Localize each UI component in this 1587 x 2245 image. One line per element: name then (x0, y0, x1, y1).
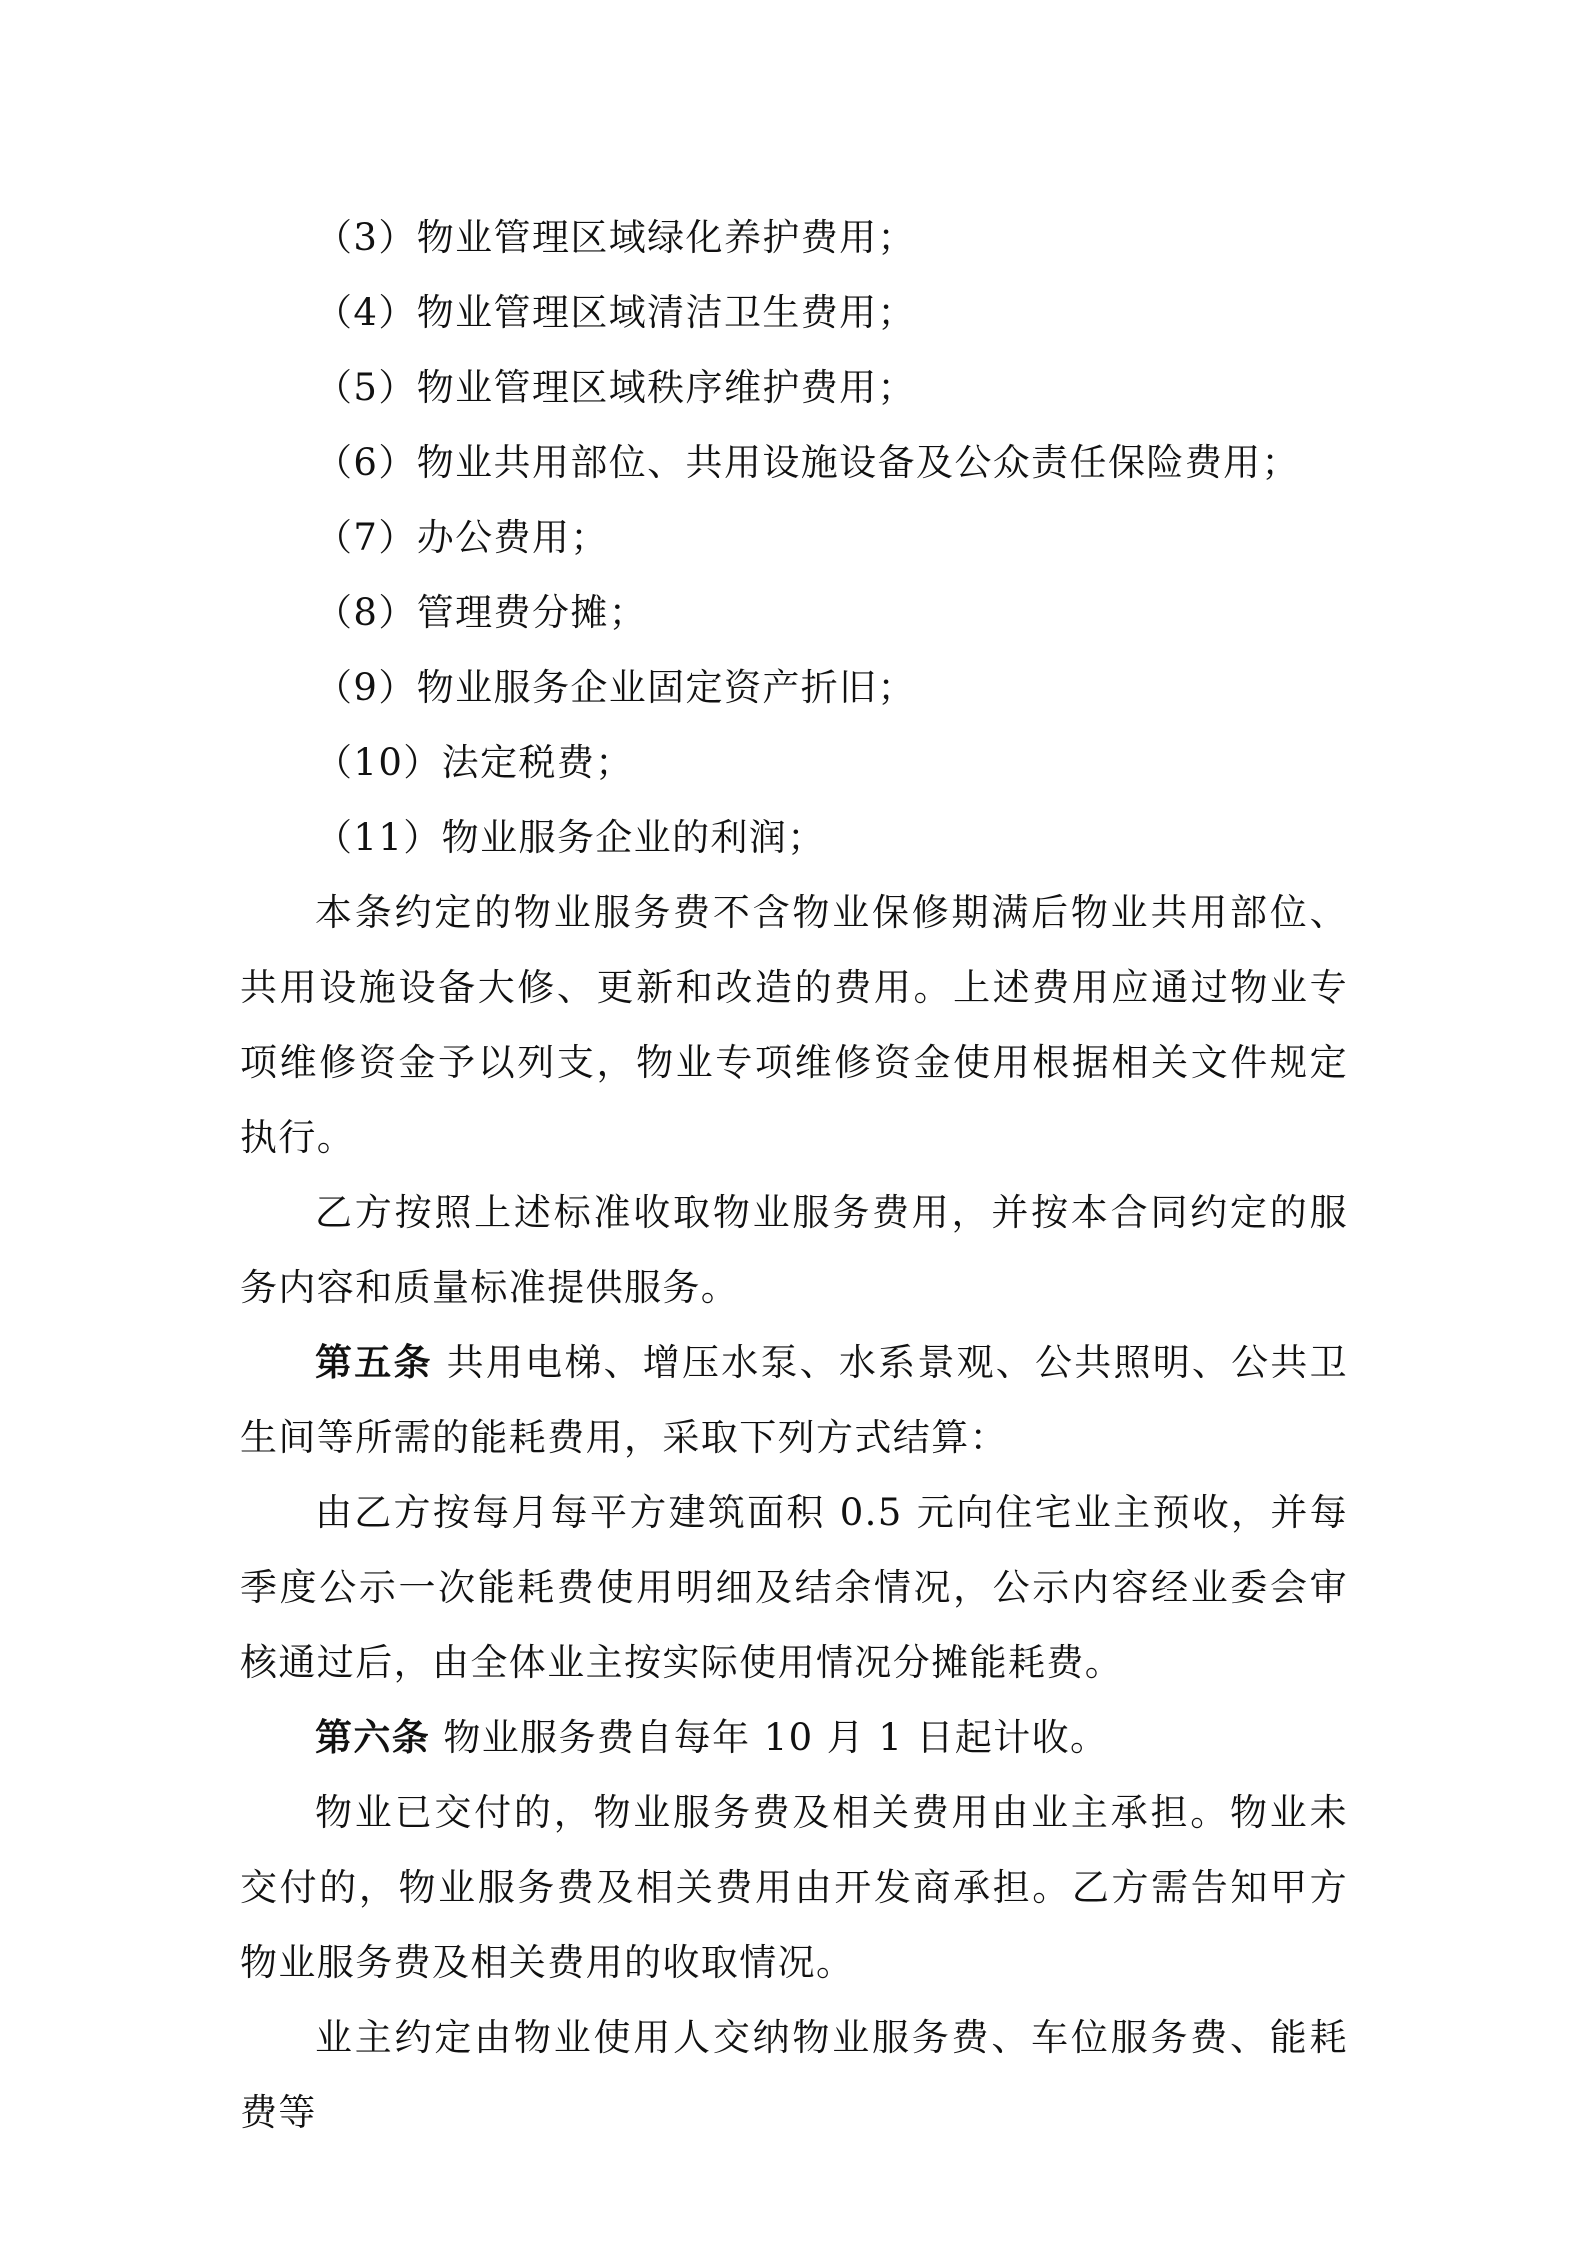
article-6-text: 物业服务费自每年 10 月 1 日起计收。 (443, 1716, 1109, 1759)
article-6 (240, 1700, 1348, 1775)
list-item: （6）物业共用部位、共用设施设备及公众责任保险费用； (315, 441, 1300, 484)
paragraph-energy-fee: 由乙方按每月每平方建筑面积 0.5 元向住宅业主预收，并每季度公示一次能耗费使用明细及结余情况，公示内容经业委会审核通过后，由全体业主按实际使用情况分摊能耗费。 (240, 1491, 1348, 1684)
list-item: （7）办公费用； (315, 516, 609, 559)
list-item: （5）物业管理区域秩序维护费用； (315, 366, 916, 409)
list-item: （8）管理费分摊； (315, 591, 648, 634)
paragraph-maintenance-exclusion: 本条约定的物业服务费不含物业保修期满后物业共用部位、共用设施设备大修、更新和改造的费用。上述费用应通过物业专项维修资金予以列支，物业专项维修资金使用根据相关文件规定执行。 (240, 891, 1348, 1159)
article-5-heading: 第五条 (315, 1340, 433, 1384)
article-6-heading: 第六条 (315, 1715, 431, 1759)
list-item: （9）物业服务企业固定资产折旧； (315, 666, 916, 709)
paragraph-fee-standard: 乙方按照上述标准收取物业服务费用，并按本合同约定的服务内容和质量标准提供服务。 (240, 1191, 1348, 1309)
article-5-text: 共用电梯、增压水泵、水系景观、公共照明、公共卫生间等所需的能耗费用，采取下列方式结算： (240, 1341, 1348, 1459)
list-item: （3）物业管理区域绿化养护费用； (315, 216, 916, 259)
paragraph-fee-responsibility: 物业已交付的，物业服务费及相关费用由业主承担。物业未交付的，物业服务费及相关费用由开发商承担。乙方需告知甲方物业服务费及相关费用的收取情况。 (240, 1791, 1348, 1984)
article-5 (240, 1325, 1348, 1475)
document-body (240, 200, 1348, 2150)
list-item: （11）物业服务企业的利润； (315, 816, 826, 859)
list-item: （10）法定税费； (315, 741, 634, 784)
list-item: （4）物业管理区域清洁卫生费用； (315, 291, 916, 334)
paragraph-user-payment: 业主约定由物业使用人交纳物业服务费、车位服务费、能耗费等 (240, 2016, 1348, 2134)
